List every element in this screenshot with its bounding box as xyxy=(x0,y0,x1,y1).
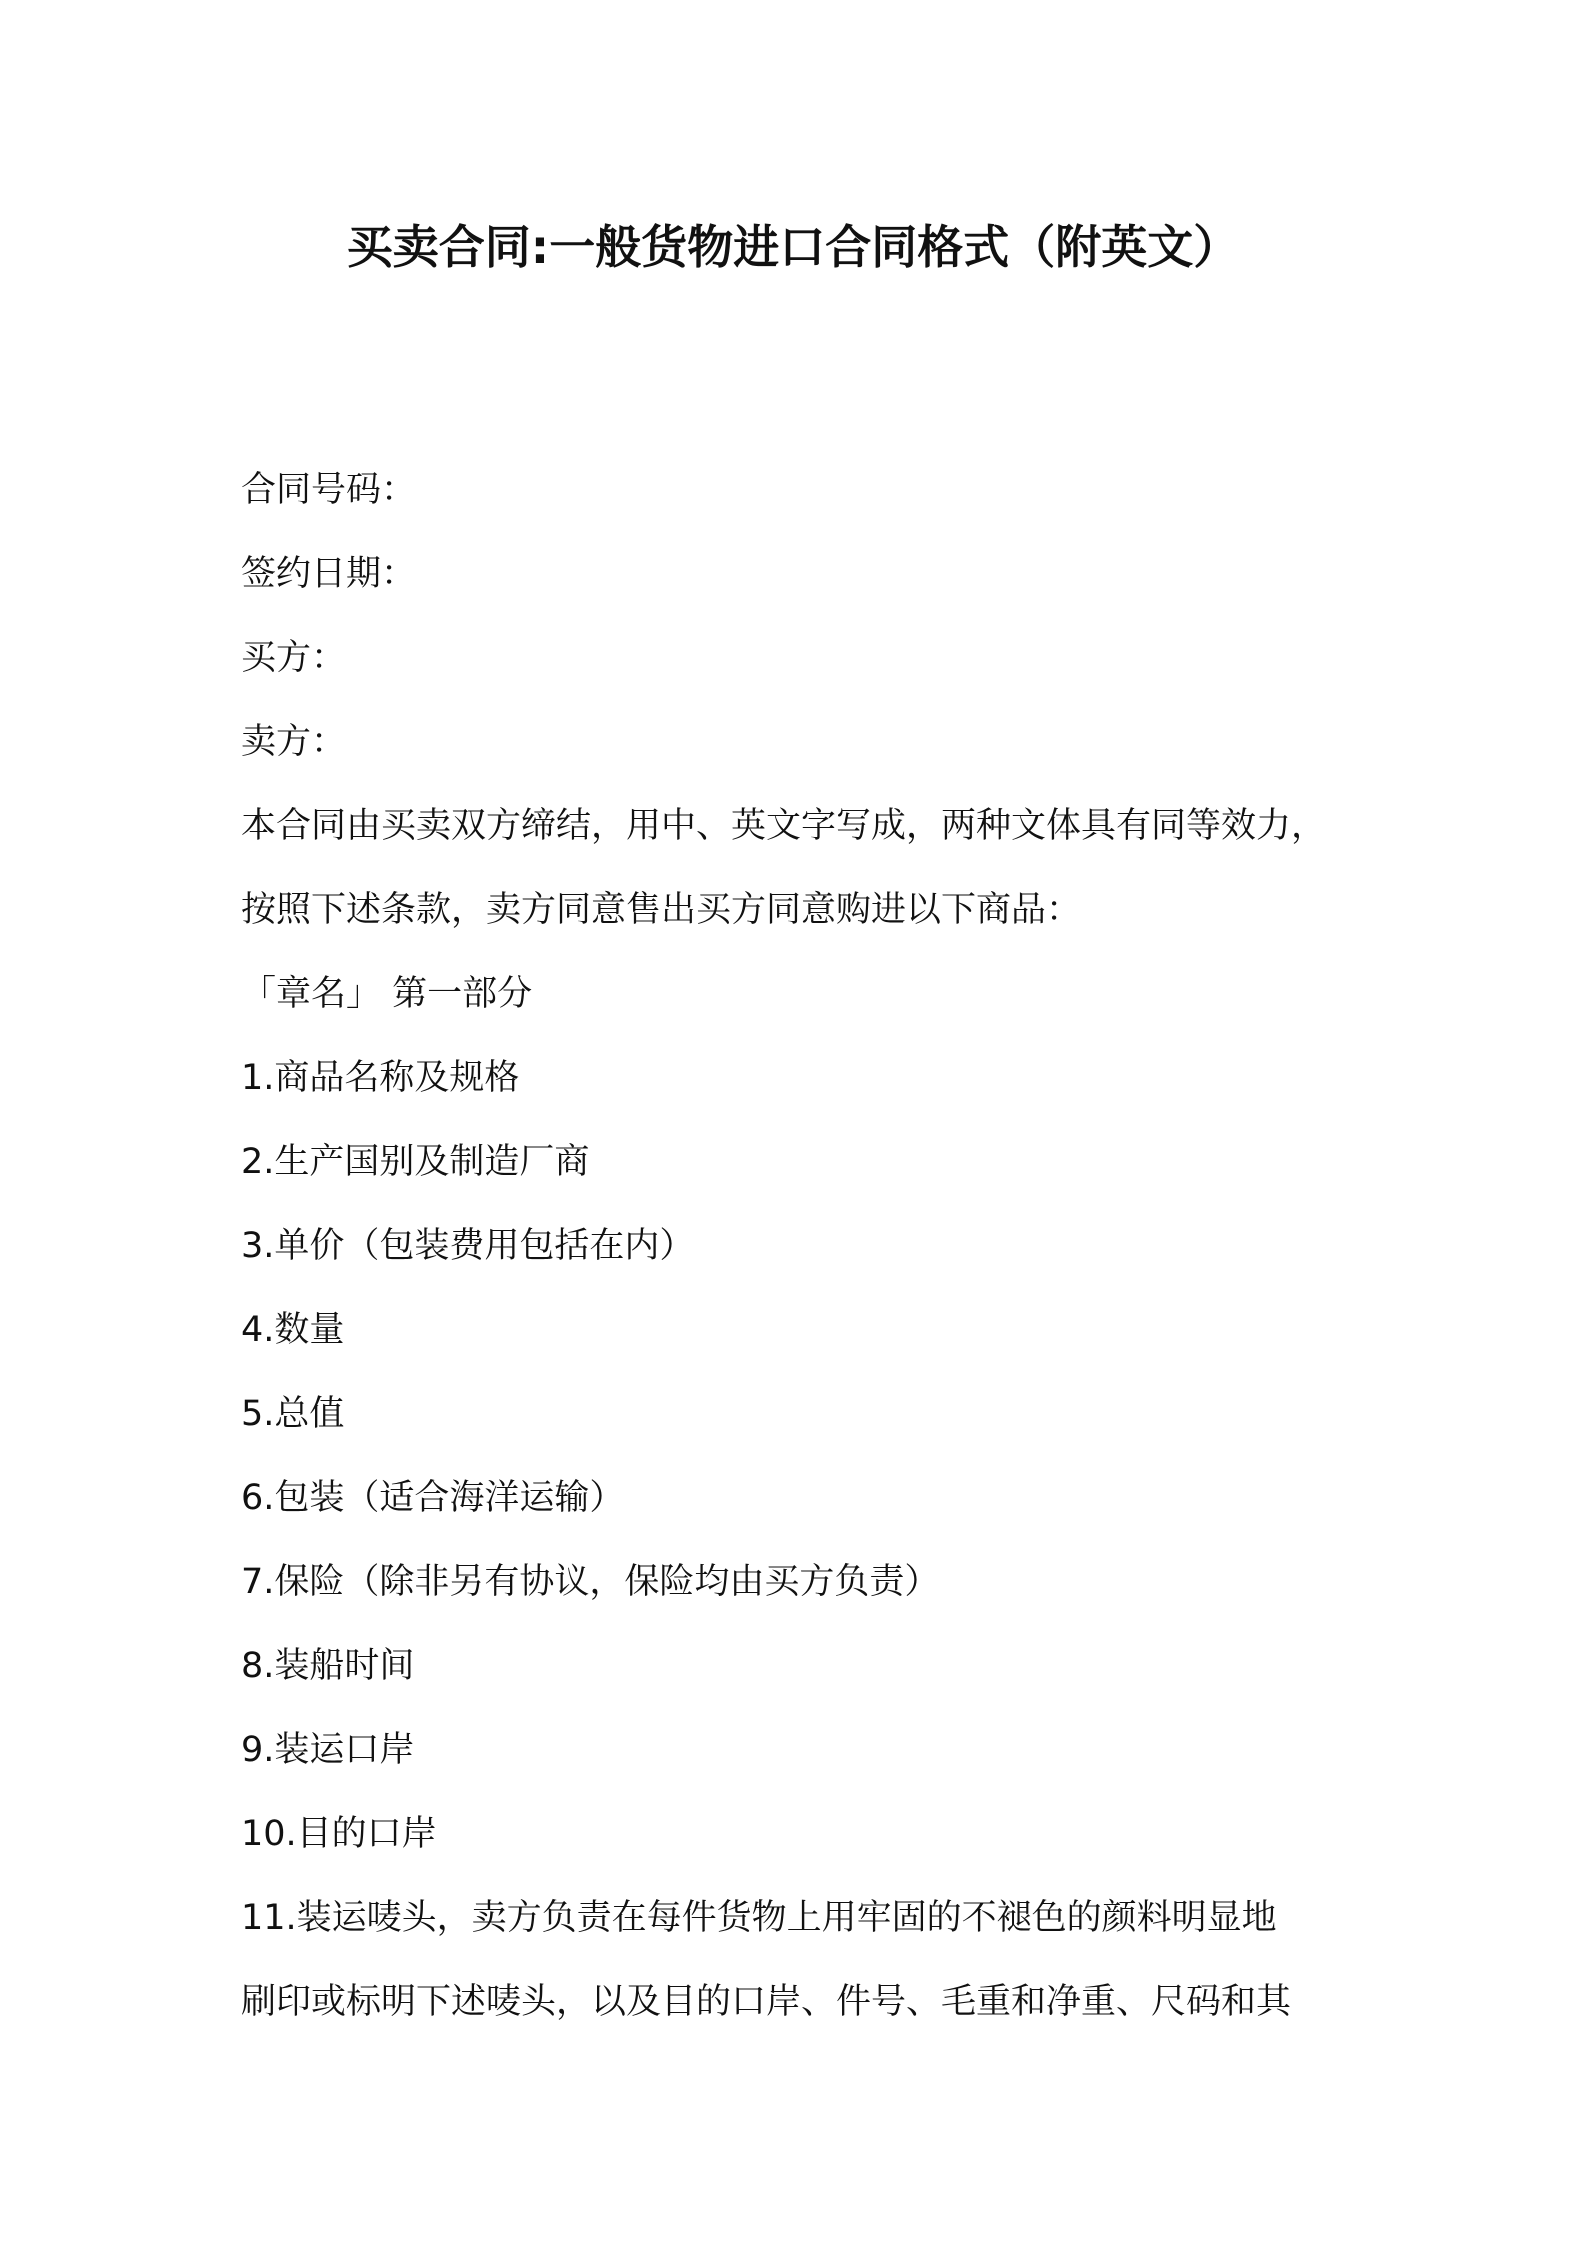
intro-line-1: 本合同由买卖双方缔结，用中、英文字写成，两种文体具有同等效力， xyxy=(241,806,1327,846)
clause-item: 4.数量 xyxy=(241,1310,345,1350)
signing-date-label: 签约日期： xyxy=(241,554,417,594)
clause-item: 2.生产国别及制造厂商 xyxy=(241,1142,590,1182)
clause-item-11-line-2: 刷印或标明下述唛头，以及目的口岸、件号、毛重和净重、尺码和其 xyxy=(241,1982,1292,2022)
clause-item: 3.单价（包装费用包括在内） xyxy=(241,1226,695,1266)
clause-item: 9.装运口岸 xyxy=(241,1730,415,1770)
clause-item: 6.包装（适合海洋运输） xyxy=(241,1478,625,1518)
contract-number-label: 合同号码： xyxy=(241,470,417,510)
document-title: 买卖合同:一般货物进口合同格式（附英文） xyxy=(346,220,1240,274)
seller-label: 卖方： xyxy=(241,722,347,762)
clause-item: 1.商品名称及规格 xyxy=(241,1058,520,1098)
document-body xyxy=(241,448,1361,2044)
chapter-heading: 「章名」 第一部分 xyxy=(241,974,533,1014)
buyer-label: 买方： xyxy=(241,638,347,678)
clause-item-11-line-1: 11.装运唛头，卖方负责在每件货物上用牢固的不褪色的颜料明显地 xyxy=(241,1898,1277,1938)
clause-item: 10.目的口岸 xyxy=(241,1814,437,1854)
intro-line-2: 按照下述条款，卖方同意售出买方同意购进以下商品： xyxy=(241,890,1082,930)
clause-item: 5.总值 xyxy=(241,1394,345,1434)
clause-item: 8.装船时间 xyxy=(241,1646,415,1686)
clause-item: 7.保险（除非另有协议，保险均由买方负责） xyxy=(241,1562,940,1602)
